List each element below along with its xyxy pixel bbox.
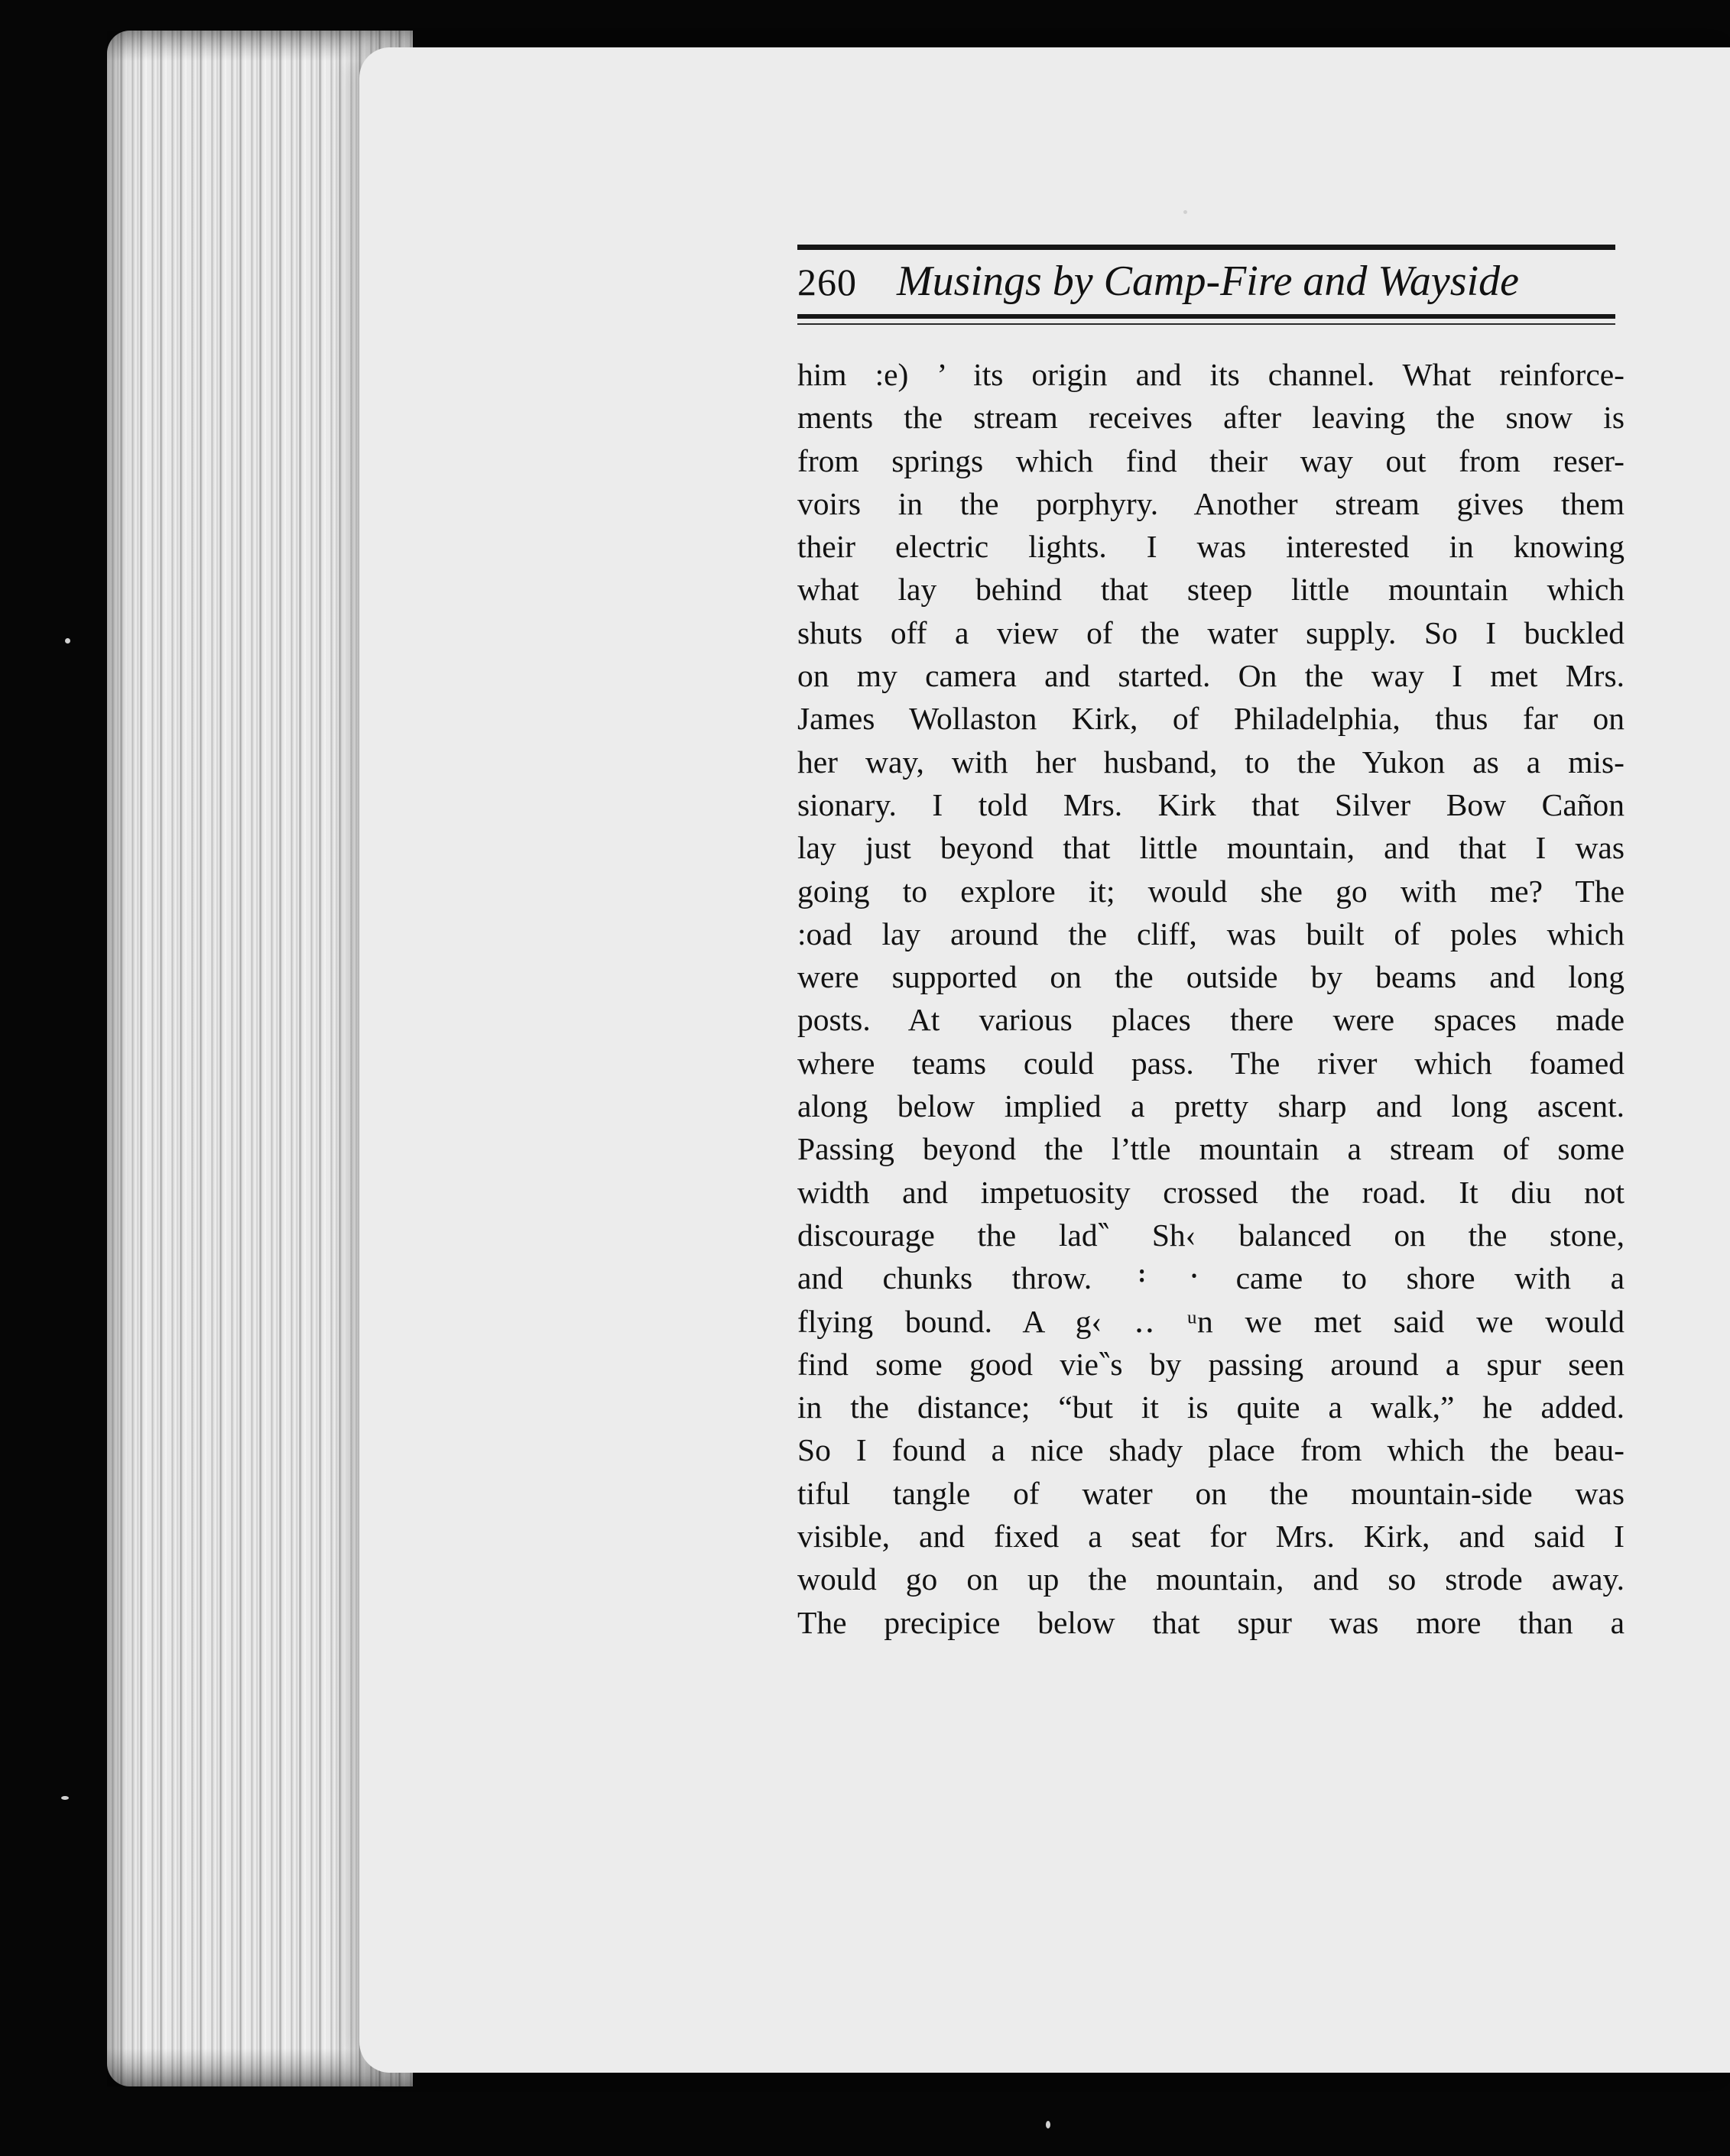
text-line: where teams could pass. The river which foamed: [797, 1045, 1625, 1081]
text-line: along below implied a pretty sharp and long ascent.: [797, 1088, 1625, 1124]
text-line: him :e) ’ its origin and its channel. What reinforce-: [797, 357, 1625, 392]
text-line: width and impetuosity crossed the road. It diu not: [797, 1174, 1625, 1210]
text-line: The precipice below that spur was more than a: [797, 1604, 1625, 1640]
text-line: visible, and fixed a seat for Mrs. Kirk, and said I: [797, 1519, 1625, 1555]
text-line: her way, with her husband, to the Yukon as a mis-: [797, 744, 1625, 780]
header-top-rule: [797, 245, 1615, 250]
text-line: sionary. I told Mrs. Kirk that Silver Bow Cañon: [797, 786, 1625, 822]
text-line: from springs which find their way out from reser-: [797, 443, 1625, 478]
text-line: shuts off a view of the water supply. So I buckled: [797, 614, 1625, 650]
header-bottom-thin-rule: [797, 323, 1615, 325]
text-line: voirs in the porphyry. Another stream gives them: [797, 485, 1625, 521]
text-line: tiful tangle of water on the mountain-side was: [797, 1475, 1625, 1511]
text-line: what lay behind that steep little mountain which: [797, 572, 1625, 608]
scan-speck: [1183, 210, 1187, 214]
text-line: on my camera and started. On the way I met Mrs.: [797, 658, 1625, 694]
running-head-title: Musings by Camp-Fire and Wayside: [897, 258, 1519, 305]
text-line: ments the stream receives after leaving the snow is: [797, 400, 1625, 436]
header-bottom-rule: [797, 314, 1615, 319]
scan-speck: [61, 1796, 69, 1800]
text-line: So I found a nice shady place from which the beau-: [797, 1432, 1625, 1468]
text-line: :oad lay around the cliff, was built of poles which: [797, 916, 1625, 952]
text-line: were supported on the outside by beams and long: [797, 959, 1625, 995]
text-line: lay just beyond that little mountain, and that I was: [797, 830, 1625, 866]
text-line: and chunks throw. ᠄ ᠂ came to shore with a: [797, 1260, 1625, 1296]
text-line: James Wollaston Kirk, of Philadelphia, thus far on: [797, 701, 1625, 737]
page-number: 260: [797, 261, 857, 303]
text-line: discourage the lad‶ Sh‹ balanced on the stone,: [797, 1217, 1625, 1253]
scan-speck: [65, 638, 70, 644]
text-line: flying bound. A g‹ ‥ ᵘn we met said we would: [797, 1303, 1625, 1339]
text-line: Passing beyond the l’ttle mountain a stream of some: [797, 1131, 1625, 1167]
text-line: find some good vie‶s by passing around a spur seen: [797, 1346, 1625, 1382]
text-line: going to explore it; would she go with me? The: [797, 873, 1625, 909]
text-line: in the distance; “but it is quite a walk,” he added.: [797, 1389, 1625, 1425]
scan-speck: [1046, 2121, 1050, 2128]
page-header: [797, 245, 1615, 336]
text-line: their electric lights. I was interested in knowing: [797, 529, 1625, 565]
text-line: posts. At various places there were spaces made: [797, 1002, 1625, 1038]
body-text: [797, 353, 1625, 1644]
text-line: would go on up the mountain, and so strode away.: [797, 1561, 1625, 1597]
